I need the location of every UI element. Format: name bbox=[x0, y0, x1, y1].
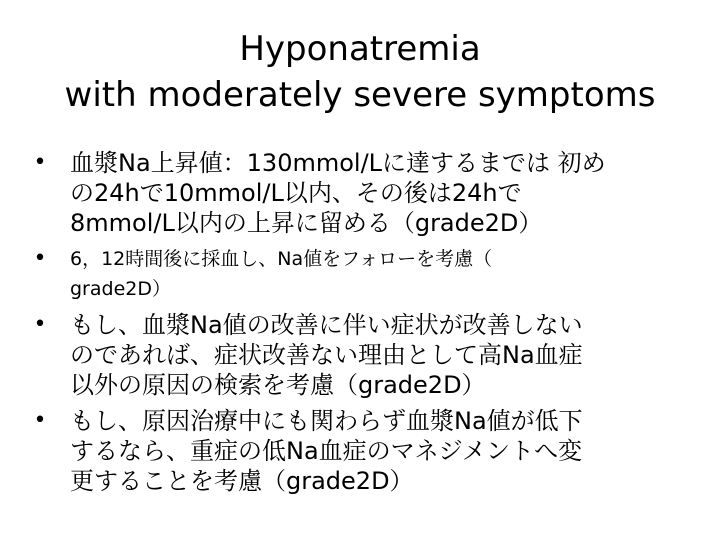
bullet-text-line: 血漿Na上昇値：130mmol/Lに達するまでは 初め bbox=[70, 149, 606, 177]
bullet-text-line: 以外の原因の検索を考慮（grade2D） bbox=[70, 371, 486, 399]
bullet-marker: • bbox=[33, 312, 47, 337]
bullet-item-follow-up-blood-test bbox=[30, 244, 690, 304]
bullet-marker: • bbox=[33, 246, 47, 271]
bullet-item-switch-to-severe-management bbox=[30, 406, 690, 496]
bullet-list bbox=[30, 148, 690, 502]
bullet-text-line: の24hで10mmol/L以内、その後は24hで bbox=[70, 179, 522, 207]
bullet-text-line: 更することを考慮（grade2D） bbox=[70, 467, 414, 495]
title-line-1: Hyponatremia bbox=[239, 29, 481, 69]
title-line-2: with moderately severe symptoms bbox=[64, 75, 656, 115]
bullet-text-line: するなら、重症の低Na血症のマネジメントへ変 bbox=[70, 437, 582, 465]
bullet-item-sodium-rise-limit bbox=[30, 148, 690, 238]
bullet-text-line: もし、原因治療中にも関わらず血漿Na値が低下 bbox=[70, 407, 583, 435]
bullet-item-search-other-causes bbox=[30, 310, 690, 400]
bullet-text-line: grade2D） bbox=[70, 278, 171, 300]
bullet-text-line: 6，12時間後に採血し、Na値をフォローを考慮（ bbox=[70, 248, 493, 270]
bullet-text-line: 8mmol/L以内の上昇に留める（grade2D） bbox=[70, 209, 543, 237]
slide-title bbox=[0, 26, 720, 118]
bullet-text-line: のであれば、症状改善ない理由として高Na血症 bbox=[70, 341, 583, 369]
bullet-text-line: もし、血漿Na値の改善に伴い症状が改善しない bbox=[70, 311, 583, 339]
bullet-marker: • bbox=[33, 150, 47, 175]
bullet-marker: • bbox=[33, 408, 47, 433]
